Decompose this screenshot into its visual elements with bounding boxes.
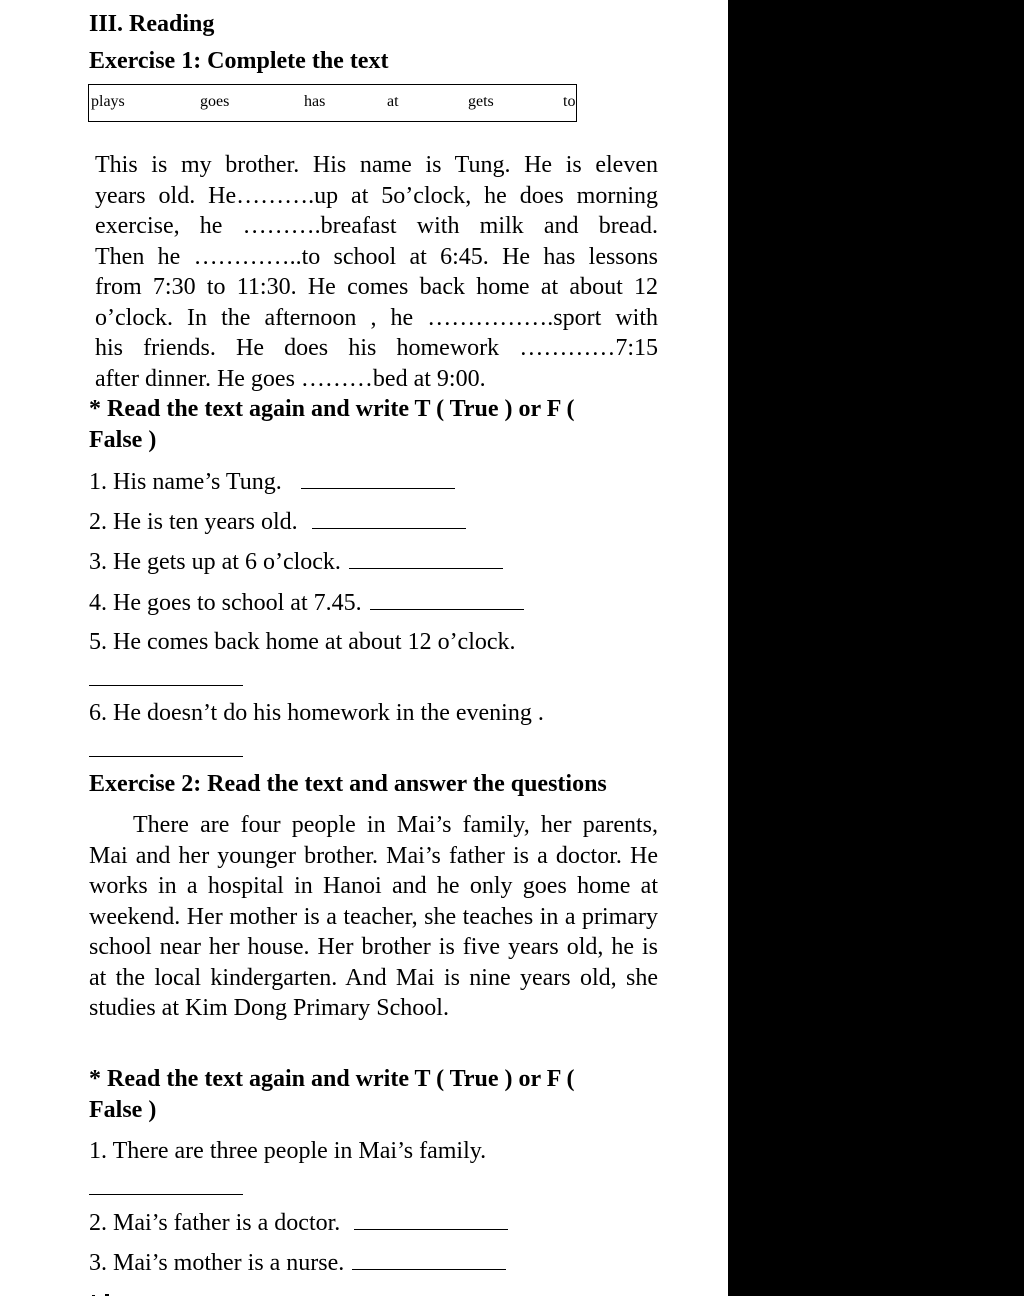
answer-blank[interactable] — [89, 756, 243, 757]
tf-statement — [89, 1207, 508, 1238]
statement-text: 2. Mai’s father is a doctor. — [89, 1210, 341, 1236]
statement-text: 2. He is ten years old. — [89, 509, 298, 535]
answer-blank[interactable] — [89, 1194, 243, 1195]
answer-blank[interactable] — [352, 1247, 506, 1270]
text-line: Then he …………..to school at 6:45. He has lessons — [95, 243, 658, 270]
word-box-item: gets — [468, 93, 494, 110]
word-box — [88, 84, 577, 122]
exercise2-title: Exercise 2: Read the text and answer the questions — [89, 771, 607, 797]
word-box-item: has — [304, 93, 326, 110]
text-line: after dinner. He goes ………bed at 9:00. — [95, 365, 486, 392]
text-line: exercise, he ……….breafast with milk and bread. — [95, 213, 658, 239]
answer-blank[interactable] — [349, 546, 503, 569]
black-margin-panel — [728, 0, 1024, 1296]
statement-text: 3. Mai’s mother is a nurse. — [89, 1250, 345, 1276]
tf-statement — [89, 546, 503, 577]
text-line: o’clock. In the afternoon , he …………….sport with — [95, 304, 658, 331]
exercise1-title: Exercise 1: Complete the text — [89, 48, 389, 74]
text-line: years old. He……….up at 5o’clock, he does morning — [95, 182, 658, 209]
exercise2-paragraph: There are four people in Mai’s family, her parents, Mai and her younger brother. Mai’s father is a doctor. He works in a hospital in Hanoi and he only goes home at weekend. Her mother is a teacher, she teaches in a primary school near her house. Her brother is five years old, he is at the local kindergarten. And Mai is nine years old, she studies at Kim Dong Primary School. — [89, 812, 658, 1021]
answer-blank[interactable] — [301, 466, 455, 489]
tf-statement: 6. He doesn’t do his homework in the evening . — [89, 700, 544, 726]
text-line: from 7:30 to 11:30. He comes back home at about 12 — [95, 274, 658, 300]
statement-text: 4. He goes to school at 7.45. — [89, 590, 362, 616]
statement-text: 3. He gets up at 6 o’clock. — [89, 549, 341, 575]
section-title: III. Reading — [89, 11, 215, 37]
word-box-item: plays — [91, 93, 125, 110]
tf-statement — [89, 587, 524, 618]
tf-statement: 5. He comes back home at about 12 o’clock. — [89, 629, 516, 655]
word-box-item: goes — [200, 93, 230, 110]
cut-off-line — [89, 1288, 449, 1296]
text-line: his friends. He does his homework …………7:15 — [95, 335, 658, 361]
word-box-item: at — [387, 93, 399, 110]
tf-instruction: * Read the text again and write T ( True ) or F ( False ) — [89, 396, 575, 453]
statement-text: 1. His name’s Tung. — [89, 469, 282, 495]
word-box-item: to — [563, 93, 576, 110]
tf-statement: 1. There are three people in Mai’s family. — [89, 1138, 487, 1164]
answer-blank[interactable] — [89, 685, 243, 686]
tf-statement — [89, 506, 466, 537]
tf-statement — [89, 1247, 506, 1278]
answer-blank[interactable] — [354, 1207, 508, 1230]
text-line: This is my brother. His name is Tung. He is eleven — [95, 152, 658, 178]
answer-blank[interactable] — [370, 587, 524, 610]
answer-blank[interactable] — [312, 506, 466, 529]
tf-instruction: * Read the text again and write T ( True ) or F ( False ) — [89, 1066, 575, 1123]
tf-statement — [89, 466, 455, 497]
